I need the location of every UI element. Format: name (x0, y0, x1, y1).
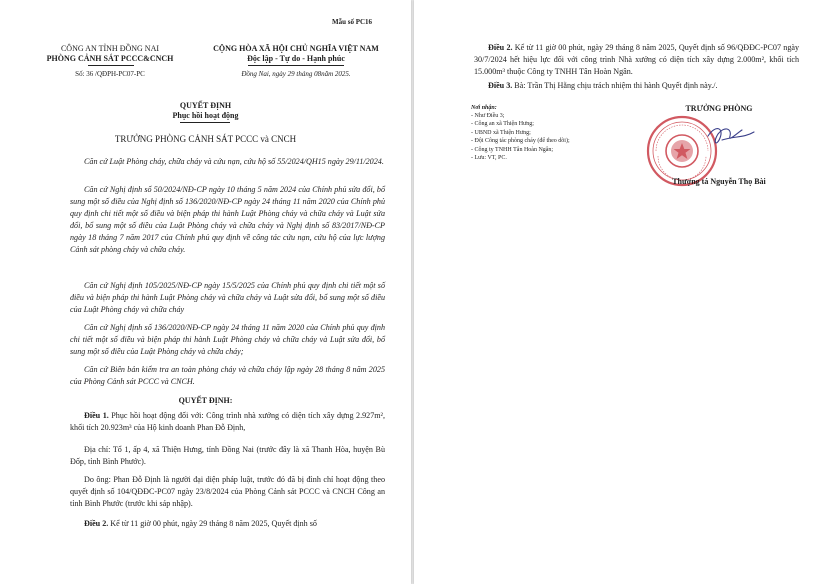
form-code: Mẫu số PC16 (332, 18, 373, 26)
motto-underline (248, 65, 344, 66)
recipients-heading: Nơi nhận: (471, 105, 497, 111)
recipients-list (471, 112, 570, 162)
document-number: Số: 36 /QĐPH-PC07-PC (75, 70, 145, 78)
document-page-2 (414, 0, 823, 584)
article-1: Điều 1. Phục hồi hoạt động đối với: Công trình nhà xưởng có diện tích xây dựng 2.927m², khối tích 20.923m³ của Hộ kinh doanh Phan Đỗ Định, (70, 411, 385, 432)
decision-heading: QUYẾT ĐỊNH: (178, 396, 233, 405)
article-2-start: Điều 2. Kể từ 11 giờ 00 phút, ngày 29 tháng 8 năm 2025, Quyết định số (84, 519, 317, 528)
issuing-authority: TRƯỞNG PHÒNG CẢNH SÁT PCCC và CNCH (114, 134, 297, 144)
recital-4: Căn cứ Nghị định số 136/2020/NĐ-CP ngày 24 tháng 11 năm 2020 của Chính phủ quy định chi tiết một số điều và biện pháp thi hành Luật Phòng cháy và chữa cháy và Luật sửa đổi, bổ sung một số điều của Luật Phòng cháy và chữa cháy; (70, 323, 385, 356)
recital-5: Căn cứ Biên bản kiểm tra an toàn phòng cháy và chữa cháy lập ngày 28 tháng 8 năm 2025 của Phòng Cảnh sát PCCC và CNCH. (70, 365, 385, 386)
article-1-address: Địa chỉ: Tổ 1, ấp 4, xã Thiện Hưng, tỉnh Đồng Nai (trước đây là xã Thanh Hòa, huyện Bù Đốp, tỉnh Bình Phước). (70, 445, 385, 466)
recipient-item: - Như Điều 3; (471, 113, 505, 119)
recipient-item: - Lưu: VT, PC. (471, 155, 507, 162)
country-name: CỘNG HÒA XÃ HỘI CHỦ NGHĨA VIỆT NAM (213, 44, 379, 53)
recipient-item: - Công ty TNHH Tân Hoàn Ngân; (471, 146, 554, 153)
document-type: QUYẾT ĐỊNH (179, 101, 232, 110)
place-date: Đồng Nai, ngày 29 tháng 08năm 2025. (241, 70, 351, 78)
recipient-item: - Đội Công tác phòng cháy (để theo dõi); (471, 138, 570, 145)
agency-underline (88, 65, 134, 66)
subject-underline (180, 122, 230, 123)
recipient-item: - Công an xã Thiện Hưng; (471, 121, 534, 128)
signer-name: Thượng tá Nguyễn Thọ Bài (672, 177, 766, 186)
document-page-1 (0, 0, 411, 584)
recital-1: Căn cứ Luật Phòng cháy, chữa cháy và cứu nạn, cứu hộ số 55/2024/QH15 ngày 29/11/2024. (84, 157, 384, 166)
national-motto: Độc lập - Tự do - Hạnh phúc (247, 54, 345, 63)
signer-title: TRƯỞNG PHÒNG (685, 104, 753, 113)
agency-name: PHÒNG CẢNH SÁT PCCC&CNCH (46, 54, 174, 63)
agency-parent: CÔNG AN TỈNH ĐỒNG NAI (60, 44, 160, 53)
recital-2: Căn cứ Nghị định số 50/2024/NĐ-CP ngày 10 tháng 5 năm 2024 của Chính phủ sửa đổi, bổ sung một số điều của Nghị định số 136/2020/NĐ-CP ngày 24 tháng 11 năm 2020 của Chính phủ quy định chi tiết một số điều và biện pháp thi hành Luật Phòng cháy và chữa cháy và Luật sửa đổi, bổ sung một số điều của Luật Phòng cháy và chữa cháy và Nghị định số 83/2017/NĐ-CP ngày 18 tháng 7 năm 2017 của Chính phủ quy định về công tác cứu nạn, cứu hộ của lực lượng Cảnh sát phòng cháy và chữa cháy. (70, 185, 385, 254)
article-2: Điều 2. Kể từ 11 giờ 00 phút, ngày 29 tháng 8 năm 2025, Quyết định số 96/QĐĐC-PC07 ngày 30/7/2024 hết hiệu lực đối với công trình Nhà xưởng có diện tích xây dựng 2.000m², khối tích 15.000m³ thuộc Công ty TNHH Tân Hoàn Ngân. (474, 43, 800, 76)
recital-3: Căn cứ Nghị định 105/2025/NĐ-CP ngày 15/5/2025 của Chính phủ quy định chi tiết một số điều và biện pháp thi hành Luật Phòng cháy và chữa cháy và Luật sửa đổi, bổ sung một số điều của Luật Phòng cháy và chữa cháy (70, 281, 385, 314)
document-subject: Phục hồi hoạt động (172, 111, 239, 120)
recipient-item: - UBND xã Thiện Hưng; (471, 129, 531, 136)
article-3: Điều 3. Bà: Trần Thị Hằng chịu trách nhiệm thi hành Quyết định này./. (488, 81, 718, 90)
article-1-reason: Do ông: Phan Đỗ Định là người đại diện pháp luật, trước đó đã bị đình chỉ hoạt động theo quyết định số 104/QĐĐC-PC07 ngày 23/8/2024 của Phòng Cảnh sát PCCC và CNCH Công an tỉnh Bình Phước (trước khi sáp nhập). (70, 475, 385, 508)
